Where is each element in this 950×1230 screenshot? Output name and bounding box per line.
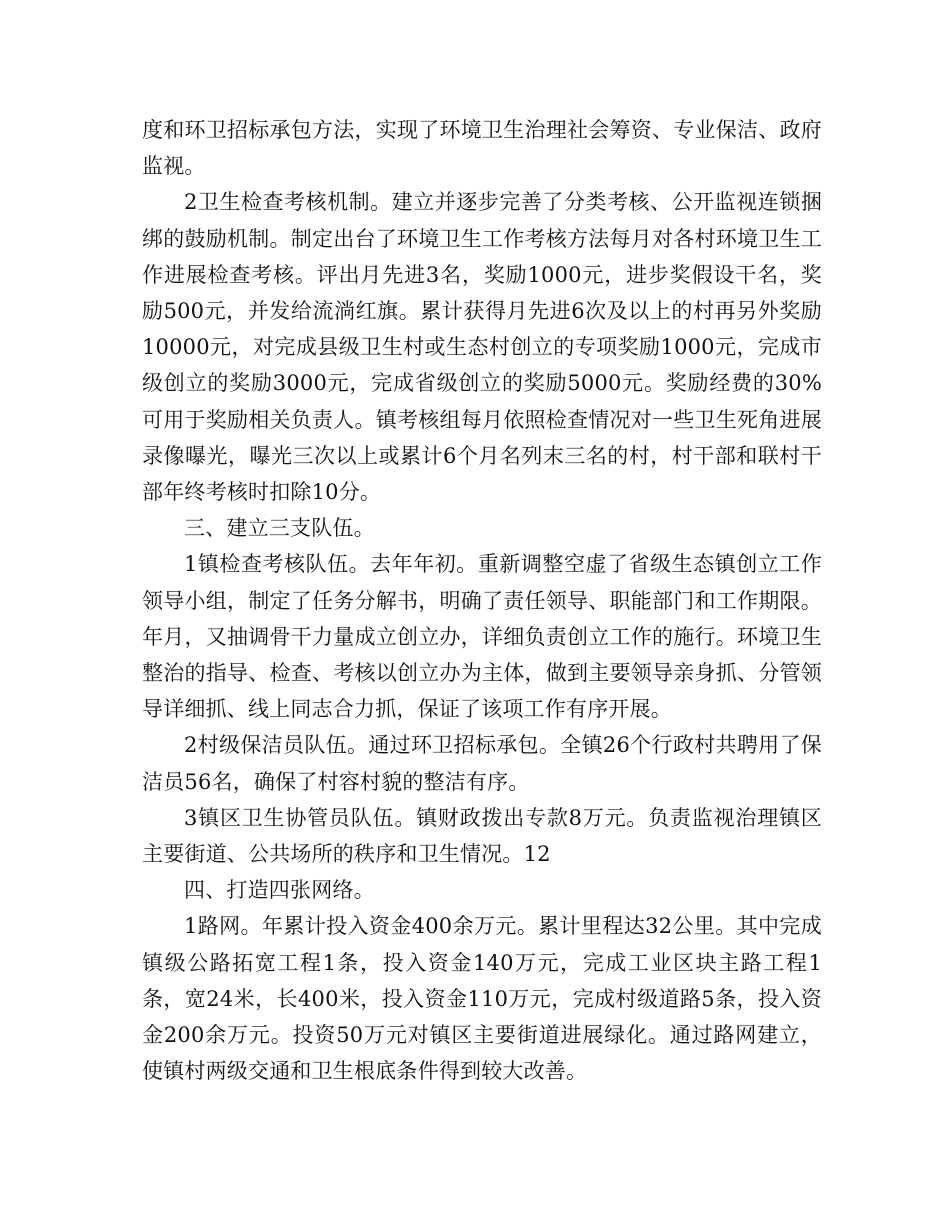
paragraph-town-inspection-team: 1镇检查考核队伍。去年年初。重新调整空虚了省级生态镇创立工作领导小组，制定了任务分解书，明确了责任领导、职能部门和工作期限。年月，又抽调骨干力量成立创立办，详细负责创立工作的施行。环境卫生整治的指导、检查、考核以创立办为主体，做到主要领导亲身抓、分管领导详细抓、线上同志合力抓，保证了该项工作有序开展。 (142, 552, 822, 722)
paragraph-town-hygiene-team: 3镇区卫生协管员队伍。镇财政拨出专款8万元。负责监视治理镇区主要街道、公共场所的秩序和卫生情况。12 (142, 805, 822, 867)
section-heading-four-networks: 四、打造四张网络。 (184, 878, 375, 903)
paragraph-village-cleaner-team: 2村级保洁员队伍。通过环卫招标承包。全镇26个行政村共聘用了保洁员56名，确保了村容村貌的整洁有序。 (142, 733, 822, 794)
paragraph-road-network: 1路网。年累计投入资金400余万元。累计里程达32公里。其中完成镇级公路拓宽工程1条，投入资金140万元，完成工业区块主路工程1条，宽24米，长400米，投入资金110万元，完成村级道路5条，投入资金200余万元。投资50万元对镇区主要街道进展绿化。通过路网建立，使镇村两级交通和卫生根底条件得到较大改善。 (142, 914, 822, 1084)
section-heading-three-teams: 三、建立三支队伍。 (184, 516, 375, 541)
document-body (142, 112, 822, 1089)
paragraph-inspection-mechanism: 2卫生检查考核机制。建立并逐步完善了分类考核、公开监视连锁捆绑的鼓励机制。制定出台了环境卫生工作考核方法每月对各村环境卫生工作进展检查考核。评出月先进3名，奖励1000元，进步奖假设干名，奖励500元，并发给流淌红旗。累计获得月先进6次及以上的村再另外奖励10000元，对完成县级卫生村或生态村创立的专项奖励1000元，完成市级创立的奖励3000元，完成省级创立的奖励5000元。奖励经费的30%可用于奖励相关负责人。镇考核组每月依照检查情况对一些卫生死角进展录像曝光，曝光三次以上或累计6个月名列末三名的村，村干部和联村干部年终考核时扣除10分。 (142, 190, 822, 505)
paragraph-continuation: 度和环卫招标承包方法，实现了环境卫生治理社会筹资、专业保洁、政府监视。 (142, 118, 822, 179)
